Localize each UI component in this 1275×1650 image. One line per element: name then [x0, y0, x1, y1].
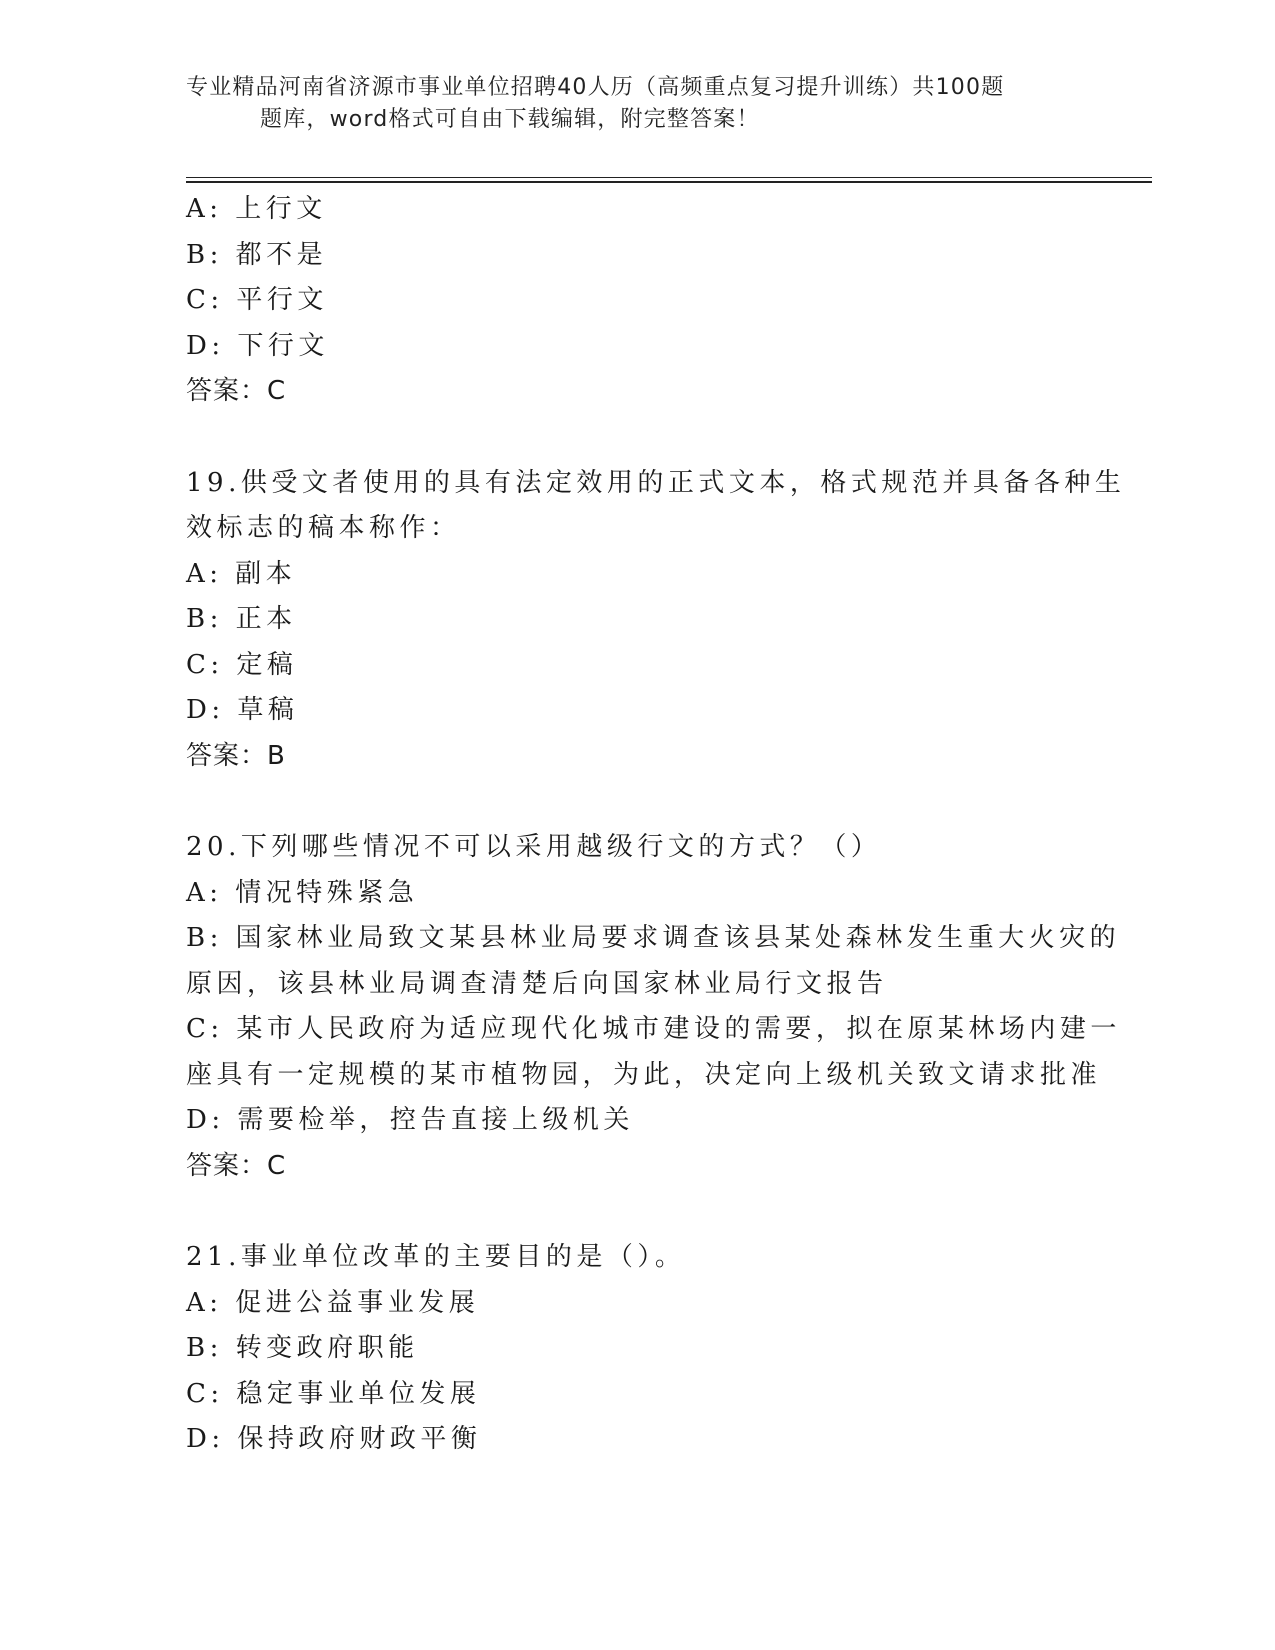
question-stem: 21.事业单位改革的主要目的是（）。 [186, 1242, 686, 1272]
option-b: B: 转变政府职能 [186, 1333, 419, 1363]
question-list [186, 187, 1126, 1463]
question-21 [186, 1235, 1086, 1463]
question-20 [186, 825, 1121, 1189]
option-d: D: 草稿 [186, 695, 299, 725]
question-19 [186, 461, 1126, 780]
answer: 答案：B [186, 740, 286, 771]
option-b: B: 正本 [186, 604, 297, 634]
option-c-line-1: C: 某市人民政府为适应现代化城市建设的需要，拟在原某林场内建一 [186, 1014, 1121, 1044]
question-stem: 20.下列哪些情况不可以采用越级行文的方式？（） [186, 832, 882, 862]
question-stem-line-2: 效标志的稿本称作： [186, 513, 461, 543]
option-c-line-2: 座具有一定规模的某市植物园，为此，决定向上级机关致文请求批准 [186, 1059, 1102, 1090]
option-b-line-1: B: 国家林业局致文某县林业局要求调查该县某处森林发生重大火灾的 [186, 923, 1121, 953]
answer: 答案：C [186, 376, 287, 406]
option-a: A: 上行文 [186, 194, 327, 224]
header-rule-thin [186, 177, 1152, 178]
question-18 [186, 187, 1086, 415]
option-a: A: 副本 [186, 558, 297, 589]
option-d: D: 需要检举，控告直接上级机关 [186, 1105, 634, 1135]
question-stem-line-1: 19.供受文者使用的具有法定效用的正式文本，格式规范并具备各种生 [186, 467, 1126, 498]
option-b: B: 都不是 [186, 239, 328, 270]
header-line-2: 题库，word格式可自由下载编辑，附完整答案！ [260, 107, 760, 132]
option-c: C: 平行文 [186, 285, 328, 315]
option-c: C: 定稿 [186, 649, 298, 680]
answer: 答案：C [186, 1150, 287, 1181]
spacer [186, 779, 1086, 825]
option-d: D: 下行文 [186, 330, 329, 361]
option-d: D: 保持政府财政平衡 [186, 1424, 482, 1454]
option-a: A: 促进公益事业发展 [186, 1287, 480, 1318]
header-line-1: 专业精品河南省济源市事业单位招聘40人历（高频重点复习提升训练）共100题 [186, 75, 1005, 100]
spacer [186, 415, 1086, 461]
document-header [186, 72, 1066, 136]
option-b-line-2: 原因，该县林业局调查清楚后向国家林业局行文报告 [186, 968, 888, 999]
header-rule-thick [186, 181, 1152, 183]
spacer [186, 1189, 1086, 1235]
option-a: A: 情况特殊紧急 [186, 877, 419, 908]
option-c: C: 稳定事业单位发展 [186, 1378, 481, 1409]
